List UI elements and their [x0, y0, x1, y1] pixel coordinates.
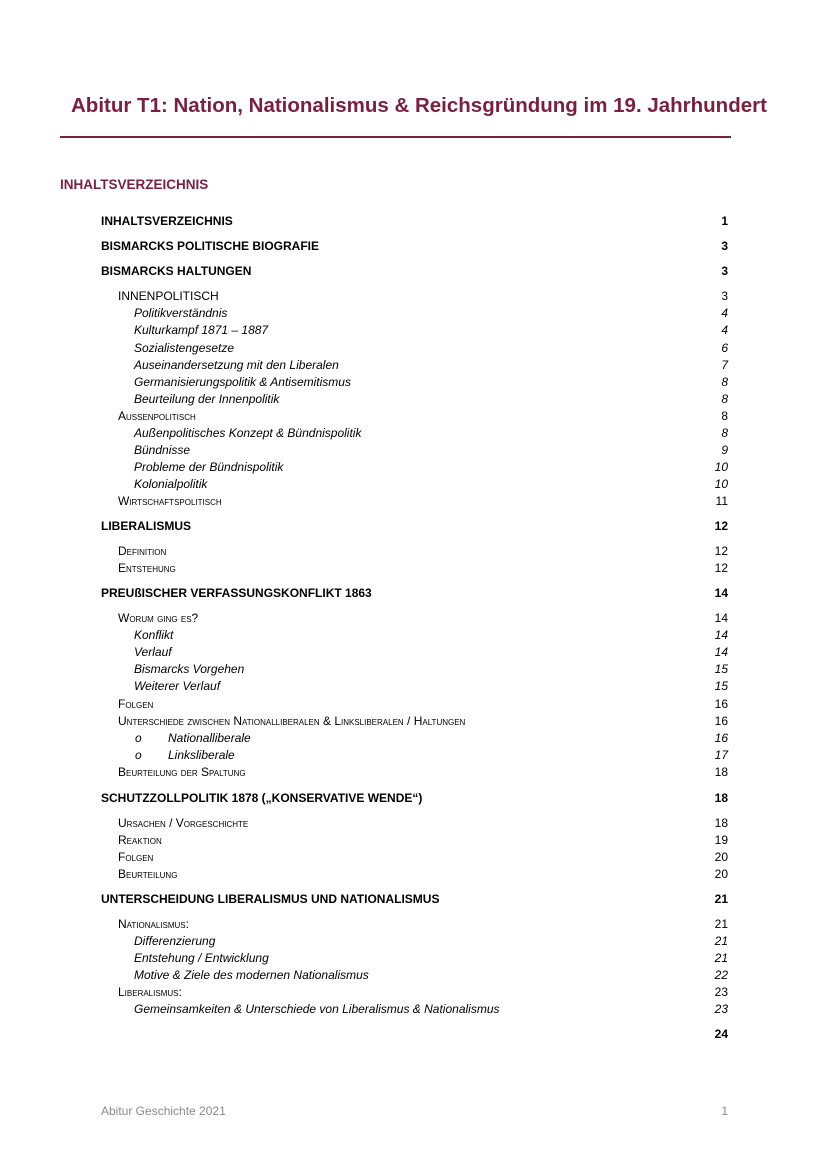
- toc-entry[interactable]: [0, 340, 828, 357]
- toc-entry-label: Weiterer Verlauf: [134, 679, 221, 693]
- toc-entry-page: 4: [721, 306, 728, 320]
- toc-entry-page: 8: [721, 409, 728, 423]
- page-title: Abitur T1: Nation, Nationalismus & Reichsgründung im 19. Jahrhundert: [71, 94, 767, 117]
- toc-entry-page: 16: [714, 731, 728, 745]
- toc-entry-page: 22: [714, 968, 728, 982]
- bullet-circle-icon: o: [135, 731, 142, 745]
- toc-entry-label: Unterschiede zwischen Nationalliberalen & Linksliberalen / Haltungen: [118, 714, 466, 728]
- toc-entry-label: Sozialistengesetze: [134, 341, 235, 355]
- toc-entry[interactable]: [0, 560, 828, 577]
- toc-entry-label: Gemeinsamkeiten & Unterschiede von Liberalismus & Nationalismus: [134, 1002, 500, 1016]
- toc-entry[interactable]: [0, 866, 828, 883]
- toc-entry-page: 20: [714, 867, 728, 881]
- toc-entry-page: 10: [714, 460, 728, 474]
- toc-entry[interactable]: [0, 713, 828, 730]
- toc-entry[interactable]: [0, 815, 828, 832]
- toc-entry[interactable]: [0, 832, 828, 849]
- toc-entry[interactable]: [0, 391, 828, 408]
- toc-entry-page: 15: [714, 662, 728, 676]
- toc-entry[interactable]: [0, 764, 828, 781]
- toc-entry-label: Entstehung / Entwicklung: [134, 951, 269, 965]
- toc-entry-label: UNTERSCHEIDUNG LIBERALISMUS UND NATIONALISMUS: [101, 892, 440, 906]
- toc-entry[interactable]: [0, 1026, 828, 1043]
- toc-entry[interactable]: [0, 696, 828, 713]
- toc-entry-label: Beurteilung der Innenpolitik: [134, 392, 280, 406]
- toc-entry-label: Bündnisse: [134, 443, 191, 457]
- toc-entry[interactable]: [0, 790, 828, 807]
- toc-entry[interactable]: [0, 374, 828, 391]
- toc-heading: INHALTSVERZEICHNIS: [60, 177, 209, 192]
- toc-entry-label: Probleme der Bündnispolitik: [134, 460, 284, 474]
- toc-entry-page: 8: [721, 392, 728, 406]
- toc-entry-page: 15: [714, 679, 728, 693]
- toc-entry-label: Konflikt: [134, 628, 174, 642]
- toc-entry[interactable]: [0, 678, 828, 695]
- toc-entry[interactable]: [0, 644, 828, 661]
- toc-entry-page: 21: [714, 892, 728, 906]
- toc-entry-page: 16: [714, 697, 728, 711]
- toc-entry-label: Beurteilung: [118, 867, 178, 881]
- toc-entry-page: 9: [721, 443, 728, 457]
- toc-entry-page: 4: [721, 323, 728, 337]
- toc-entry-page: 19: [714, 833, 728, 847]
- toc-entry-page: 14: [714, 611, 728, 625]
- toc-entry-label: BISMARCKS HALTUNGEN: [101, 264, 252, 278]
- toc-entry-page: 14: [714, 628, 728, 642]
- toc-entry-page: 12: [714, 519, 728, 533]
- toc-entry-page: 7: [721, 358, 728, 372]
- toc-entry-label: Außenpolitisch: [118, 409, 196, 423]
- toc-entry[interactable]: [0, 610, 828, 627]
- toc-entry-page: 18: [714, 816, 728, 830]
- toc-entry-page: 23: [714, 1002, 728, 1016]
- toc-entry-label: Außenpolitisches Konzept & Bündnispolitik: [134, 426, 362, 440]
- toc-entry[interactable]: [0, 916, 828, 933]
- bullet-circle-icon: o: [135, 748, 142, 762]
- toc-entry-page: 21: [714, 951, 728, 965]
- toc-entry[interactable]: [0, 518, 828, 535]
- toc-entry-page: 1: [721, 214, 728, 228]
- toc-entry[interactable]: [0, 891, 828, 908]
- toc-entry[interactable]: [0, 408, 828, 425]
- toc-entry[interactable]: [0, 493, 828, 510]
- toc-entry-label: Worum ging es?: [118, 611, 199, 625]
- toc-entry-label: INHALTSVERZEICHNIS: [101, 214, 233, 228]
- toc-entry-label: Wirtschaftspolitisch: [118, 494, 222, 508]
- toc-entry-page: 6: [721, 341, 728, 355]
- toc-entry[interactable]: [0, 967, 828, 984]
- toc-entry-label: Kulturkampf 1871 – 1887: [134, 323, 269, 337]
- toc-entry-page: 3: [721, 289, 728, 303]
- toc-entry-page: 8: [721, 375, 728, 389]
- toc-entry-page: 16: [714, 714, 728, 728]
- toc-entry-page: 20: [714, 850, 728, 864]
- toc-entry-label: Ursachen / Vorgeschichte: [118, 816, 249, 830]
- toc-entry-label: INNENPOLITISCH: [118, 289, 219, 303]
- toc-entry[interactable]: [0, 585, 828, 602]
- toc-entry[interactable]: [0, 661, 828, 678]
- toc-entry-page: 18: [714, 791, 728, 805]
- toc-entry[interactable]: [0, 543, 828, 560]
- toc-entry[interactable]: [0, 263, 828, 280]
- toc-entry-label: Linksliberale: [168, 748, 235, 762]
- toc-entry-label: Differenzierung: [134, 934, 216, 948]
- toc-entry-label: Motive & Ziele des modernen Nationalismus: [134, 968, 369, 982]
- toc-entry-label: Reaktion: [118, 833, 162, 847]
- toc-entry-label: Beurteilung der Spaltung: [118, 765, 246, 779]
- toc-entry-label: Germanisierungspolitik & Antisemitismus: [134, 375, 351, 389]
- toc-entry[interactable]: [0, 747, 828, 764]
- footer-page-number: 1: [721, 1104, 728, 1118]
- toc-entry-page: 3: [721, 239, 728, 253]
- toc-entry-label: Liberalismus:: [118, 985, 182, 999]
- toc-entry-label: Definition: [118, 544, 167, 558]
- toc-entry-label: Nationalismus:: [118, 917, 189, 931]
- toc-entry[interactable]: [0, 849, 828, 866]
- toc-entry-label: PREUßISCHER VERFASSUNGSKONFLIKT 1863: [101, 586, 372, 600]
- toc-entry-page: 23: [714, 985, 728, 999]
- toc-entry-page: 14: [714, 645, 728, 659]
- toc-entry[interactable]: [0, 627, 828, 644]
- toc-entry[interactable]: [0, 459, 828, 476]
- toc-entry[interactable]: [0, 357, 828, 374]
- toc-entry-label: SCHUTZZOLLPOLITIK 1878 („KONSERVATIVE WENDE“): [101, 791, 423, 805]
- toc-entry[interactable]: [0, 425, 828, 442]
- toc-entry-page: 12: [714, 544, 728, 558]
- toc-entry-page: 12: [714, 561, 728, 575]
- toc-entry-label: LIBERALISMUS: [101, 519, 191, 533]
- toc-entry[interactable]: [0, 213, 828, 230]
- toc-entry-page: 17: [714, 748, 728, 762]
- toc-entry[interactable]: [0, 322, 828, 339]
- toc-entry-label: Verlauf: [134, 645, 172, 659]
- toc-entry-label: Folgen: [118, 850, 154, 864]
- toc-entry-page: 24: [714, 1027, 728, 1041]
- toc-entry[interactable]: [0, 288, 828, 305]
- toc-entry-label: Auseinandersetzung mit den Liberalen: [134, 358, 339, 372]
- toc-entry-page: 21: [714, 934, 728, 948]
- toc-entry-page: 21: [714, 917, 728, 931]
- toc-entry[interactable]: [0, 933, 828, 950]
- toc-entry-label: Kolonialpolitik: [134, 477, 208, 491]
- toc-entry[interactable]: [0, 442, 828, 459]
- toc-entry-label: Nationalliberale: [168, 731, 251, 745]
- toc-entry-label: Bismarcks Vorgehen: [134, 662, 245, 676]
- toc-entry[interactable]: [0, 305, 828, 322]
- toc-entry[interactable]: [0, 1001, 828, 1018]
- toc-entry[interactable]: [0, 730, 828, 747]
- toc-entry-label: Entstehung: [118, 561, 176, 575]
- toc-entry-label: Folgen: [118, 697, 154, 711]
- toc-entry-page: 18: [714, 765, 728, 779]
- toc-entry-label: BISMARCKS POLITISCHE BIOGRAFIE: [101, 239, 320, 253]
- toc-entry-page: 11: [715, 494, 728, 508]
- toc-entry[interactable]: [0, 476, 828, 493]
- toc-entry[interactable]: [0, 984, 828, 1001]
- toc-entry-page: 8: [721, 426, 728, 440]
- toc-entry[interactable]: [0, 950, 828, 967]
- footer-text: Abitur Geschichte 2021: [101, 1104, 226, 1118]
- toc-entry-label: Politikverständnis: [134, 306, 228, 320]
- toc-entry-page: 3: [721, 264, 728, 278]
- toc-entry-page: 14: [714, 586, 728, 600]
- toc-entry[interactable]: [0, 238, 828, 255]
- toc-entry-page: 10: [714, 477, 728, 491]
